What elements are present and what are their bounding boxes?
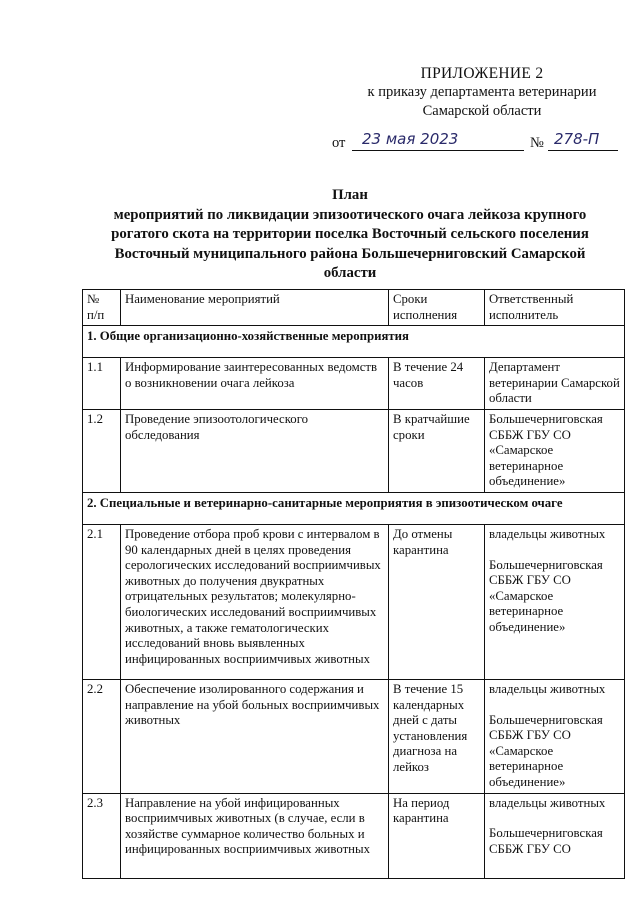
date-handwritten: 23 мая 2023 bbox=[362, 130, 459, 148]
section-title-1: 1. Общие организационно-хозяйственные мероприятия bbox=[83, 326, 625, 358]
table-row bbox=[83, 524, 625, 679]
measures-table bbox=[82, 289, 625, 879]
section-row-1 bbox=[83, 326, 625, 358]
row-measure: Проведение эпизоотологического обследования bbox=[121, 409, 389, 492]
table-row bbox=[83, 409, 625, 492]
table-header-row bbox=[83, 290, 625, 326]
row-term: До отмены карантина bbox=[389, 524, 485, 679]
row-term: В течение 15 календарных дней с даты установления диагноза на лейкоз bbox=[389, 679, 485, 793]
table-row bbox=[83, 358, 625, 410]
title-line-1: План bbox=[332, 187, 368, 203]
appendix-header bbox=[352, 64, 612, 121]
row-measure: Проведение отбора проб крови с интервалом в 90 календарных дней в целях проведения серологических исследований восприимчивых животных до получения двукратных отрицательных результатов; молекулярно-биологических исследований восприимчивых животных, а также гематологических исследований вновь выявленных инфицированных восприимчивых животных bbox=[121, 524, 389, 679]
appendix-region: Самарской области bbox=[422, 103, 542, 119]
date-underline bbox=[352, 150, 524, 151]
row-term: На период карантина bbox=[389, 793, 485, 878]
number-prefix: № bbox=[530, 135, 544, 151]
title-line-5: области bbox=[323, 265, 377, 281]
col-header-number: № п/п bbox=[83, 290, 121, 326]
responsible-owners: владельцы животных bbox=[489, 526, 606, 541]
row-number: 1.2 bbox=[83, 409, 121, 492]
row-responsible: Большечерниговская СББЖ ГБУ СО «Самарское ветеринарное объединение» bbox=[485, 409, 625, 492]
section-title-2: 2. Специальные и ветеринарно-санитарные мероприятия в эпизоотическом очаге bbox=[83, 492, 625, 524]
section-row-2 bbox=[83, 492, 625, 524]
responsible-service: Большечерниговская СББЖ ГБУ СО «Самарское ветеринарное объединение» bbox=[489, 712, 603, 789]
row-number: 2.2 bbox=[83, 679, 121, 793]
row-number: 2.3 bbox=[83, 793, 121, 878]
responsible-service: Большечерниговская СББЖ ГБУ СО «Самарское ветеринарное объединение» bbox=[489, 557, 603, 634]
number-handwritten: 278-П bbox=[554, 130, 600, 148]
row-number: 2.1 bbox=[83, 524, 121, 679]
title-line-3: рогатого скота на территории поселка Восточный сельского поселения bbox=[111, 226, 589, 242]
row-measure: Направление на убой инфицированных восприимчивых животных (в случае, если в хозяйстве суммарное количество больных и инфицированных восприимчивых животных bbox=[121, 793, 389, 878]
responsible-owners: владельцы животных bbox=[489, 795, 606, 810]
order-date-number bbox=[332, 130, 622, 155]
row-measure: Информирование заинтересованных ведомств о возникновении очага лейкоза bbox=[121, 358, 389, 410]
row-term: В течение 24 часов bbox=[389, 358, 485, 410]
row-responsible bbox=[485, 793, 625, 878]
appendix-title: ПРИЛОЖЕНИЕ 2 bbox=[420, 65, 544, 82]
table-row bbox=[83, 679, 625, 793]
row-responsible bbox=[485, 524, 625, 679]
row-measure: Обеспечение изолированного содержания и направление на убой больных восприимчивых животных bbox=[121, 679, 389, 793]
row-responsible: Департамент ветеринарии Самарской области bbox=[485, 358, 625, 410]
document-title bbox=[90, 186, 610, 284]
number-underline bbox=[548, 150, 618, 151]
col-header-responsible: Ответственный исполнитель bbox=[485, 290, 625, 326]
row-number: 1.1 bbox=[83, 358, 121, 410]
title-line-2: мероприятий по ликвидации эпизоотического очага лейкоза крупного bbox=[113, 206, 587, 223]
row-responsible bbox=[485, 679, 625, 793]
table-row bbox=[83, 793, 625, 878]
date-prefix: от bbox=[332, 135, 346, 151]
responsible-service: Большечерниговская СББЖ ГБУ СО bbox=[489, 826, 603, 856]
title-line-4: Восточный муниципального района Большечерниговский Самарской bbox=[114, 245, 586, 262]
col-header-term: Сроки исполнения bbox=[389, 290, 485, 326]
col-header-name: Наименование мероприятий bbox=[121, 290, 389, 326]
row-term: В кратчайшие сроки bbox=[389, 409, 485, 492]
responsible-owners: владельцы животных bbox=[489, 681, 606, 696]
appendix-order-reference: к приказу департамента ветеринарии bbox=[367, 84, 597, 100]
